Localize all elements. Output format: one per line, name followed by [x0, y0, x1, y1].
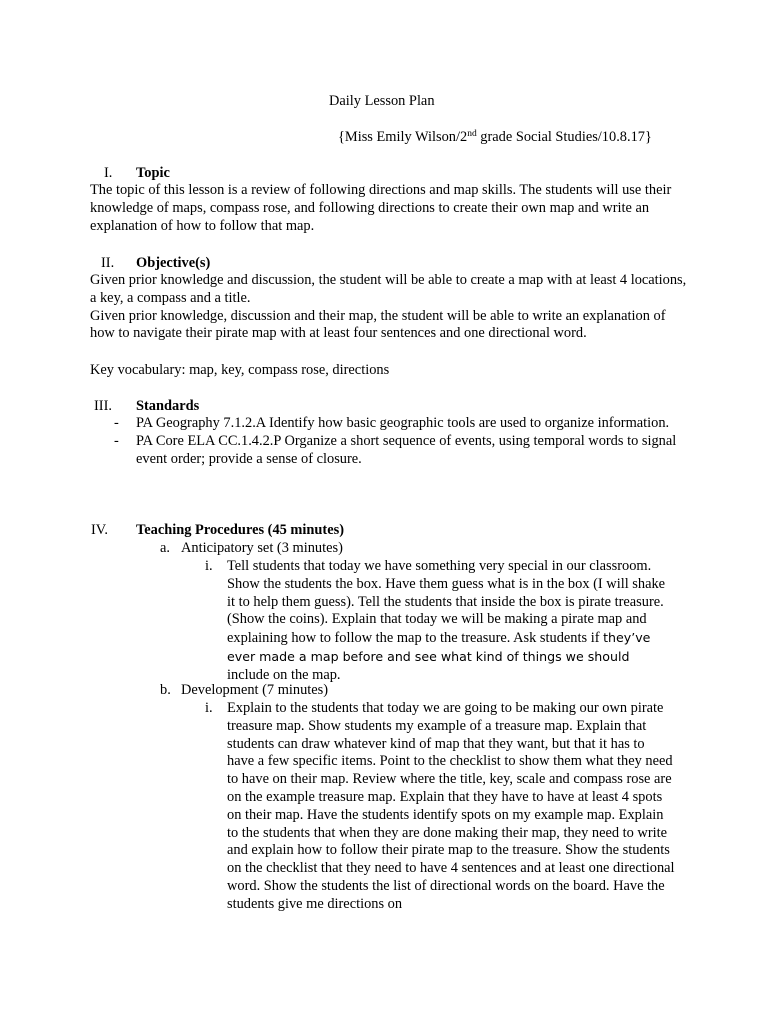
- anticipatory-step: [205, 558, 675, 685]
- key-vocabulary: [90, 362, 690, 380]
- list-marker: i.: [205, 558, 213, 574]
- subtitle-text-start: {Miss Emily Wilson/2: [338, 129, 468, 145]
- step-text: Explain to the students that today we are going to be making our own pirate treasure map. Show students my example of a treasure map. Explain that students can draw whatever kind of map that they want, but that it has to have a few specific items. Point to the checklist to show them what they need to have on their map. Review where the title, key, scale and compass rose are on the example treasure map. Explain that they have to have at least 4 spots on their map. Have the students identify spots on my example map. Explain to the students that when they are done making their map, they need to write and explain how to follow their pirate map to the treasure. Show the students on the checklist that they need to have 4 sentences and at least one directional word. Show the students the list of directional words on the board. Have the students give me directions on: [227, 700, 675, 912]
- subtitle-text-end: grade Social Studies/10.8.17}: [476, 129, 652, 145]
- step-text-part: Tell students that today we have something very special in our classroom. Show the students the box. Have them guess what is in the box (I will shake it to help them guess). Tell the students that inside the box is pirate treasure. (Show the coins). Explain that today we will be making a pirate map and explaining how to follow the map to the treasure. Ask students if: [227, 558, 666, 647]
- standard-text: PA Geography 7.1.2.A Identify how basic geographic tools are used to organize information.: [136, 415, 670, 431]
- step-text-part: include on the map.: [227, 666, 341, 683]
- section-number: IV.: [91, 522, 108, 538]
- step-text-part: they’ve ever made a map before and see what kind of things we should: [227, 630, 651, 664]
- objective-paragraph: Given prior knowledge, discussion and their map, the student will be able to write an explanation of how to navigate their pirate map with at least four sentences and one directional word.: [90, 307, 666, 342]
- section-title: Teaching Procedures (45 minutes): [136, 522, 344, 538]
- list-marker: i.: [205, 700, 213, 716]
- list-marker: a.: [160, 540, 170, 556]
- bullet-dash: -: [114, 415, 119, 431]
- section-number: III.: [94, 398, 112, 414]
- document-title: Daily Lesson Plan: [329, 93, 435, 109]
- subtitle-superscript: nd: [467, 129, 477, 139]
- list-item: [90, 433, 690, 469]
- development-step: [205, 700, 675, 914]
- section-title: Objective(s): [136, 255, 211, 271]
- standards-list: [90, 415, 690, 468]
- vocabulary-line: Key vocabulary: map, key, compass rose, directions: [90, 362, 390, 378]
- document-subtitle: [338, 129, 652, 147]
- objective-paragraph: Given prior knowledge and discussion, the student will be able to create a map with at least 4 locations, a key, a compass and a title.: [90, 272, 687, 306]
- bullet-dash: -: [114, 432, 119, 449]
- procedure-label: Anticipatory set (3 minutes): [181, 540, 343, 556]
- list-marker: b.: [160, 682, 171, 698]
- standard-text: PA Core ELA CC.1.4.2.P Organize a short sequence of events, using temporal words to signal event order; provide a sense of closure.: [136, 432, 677, 467]
- procedure-label: Development (7 minutes): [181, 682, 329, 698]
- list-item: [90, 415, 690, 433]
- objectives-body: [90, 272, 690, 343]
- step-text: [227, 558, 675, 685]
- section-number: I.: [104, 165, 113, 181]
- section-title: Topic: [136, 165, 170, 181]
- topic-body: [90, 182, 690, 235]
- topic-paragraph: The topic of this lesson is a review of following directions and map skills. The students will use their knowledge of maps, compass rose, and following directions to create their own map and write an explanation of how to follow that map.: [90, 182, 672, 234]
- section-title: Standards: [136, 398, 200, 414]
- section-number: II.: [101, 255, 115, 271]
